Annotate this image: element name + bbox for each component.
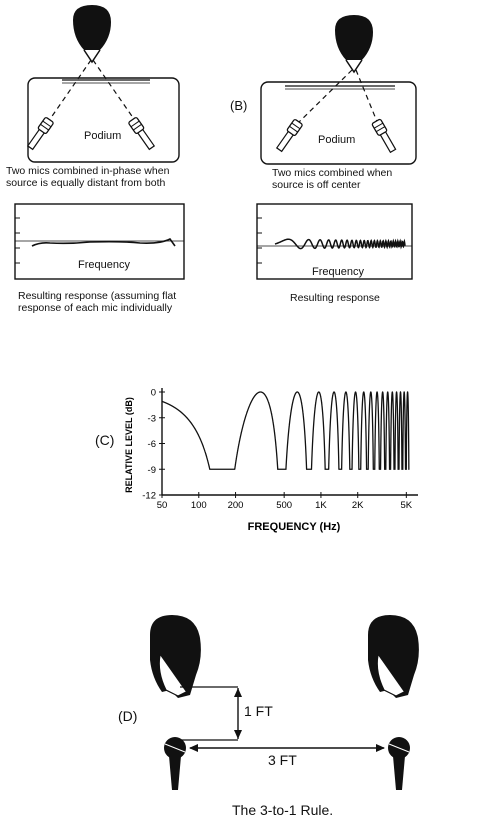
comb-filter-curve [162, 392, 409, 469]
x-tick-label: 100 [190, 500, 207, 511]
podium-box-b [261, 82, 416, 164]
left-microphone-icon [26, 117, 54, 151]
left-speaker-head-icon [150, 615, 201, 698]
sound-path-left-b [297, 70, 352, 124]
speaker-head-icon [335, 15, 373, 72]
right-microphone-icon [372, 119, 398, 153]
sound-path-right-b [356, 70, 378, 124]
y-tick-label: -6 [147, 439, 156, 450]
left-microphone-icon [164, 737, 186, 790]
sound-path-right [93, 60, 136, 122]
y-tick-label: -9 [147, 464, 156, 476]
speaker-head-icon [73, 5, 111, 62]
result-a-line1: Resulting response (assuming flat [18, 290, 177, 302]
podium-label-a: Podium [84, 130, 122, 142]
caption-a-line1: Two mics combined in-phase when [6, 165, 170, 177]
x-axis-label: FREQUENCY (Hz) [247, 521, 341, 533]
figure-caption: The 3-to-1 Rule. [232, 802, 334, 818]
caption-a-line2: source is equally distant from both [6, 177, 166, 189]
x-tick-label: 500 [276, 500, 293, 511]
comb-response-curve [275, 239, 405, 248]
right-speaker-head-icon [368, 615, 419, 698]
graph-label-a: Frequency [78, 259, 130, 271]
y-axis-label: RELATIVE LEVEL (dB) [124, 397, 134, 493]
y-tick-label: 0 [150, 387, 156, 399]
x-tick-label: 1K [315, 500, 327, 511]
right-microphone-icon [128, 117, 156, 151]
flat-response-curve [32, 239, 175, 246]
x-tick-label: 200 [227, 500, 244, 511]
podium-label-b: Podium [318, 134, 356, 146]
x-tick-label: 5K [400, 500, 413, 511]
horizontal-distance-label: 3 FT [268, 752, 297, 768]
caption-b-line2: source is off center [272, 179, 361, 191]
y-tick-label: -12 [142, 490, 156, 502]
result-b-line1: Resulting response [290, 292, 380, 304]
panel-b-marker: (B) [230, 98, 248, 113]
caption-b-line1: Two mics combined when [272, 167, 393, 179]
comb-filter-chart [120, 375, 440, 535]
panel-d-marker: (D) [118, 708, 138, 724]
vertical-distance-label: 1 FT [244, 703, 273, 719]
y-tick-label: -3 [147, 413, 156, 425]
sound-path-left [48, 60, 91, 122]
x-tick-label: 50 [156, 500, 168, 511]
panel-b-illustration [245, 0, 490, 320]
graph-label-b: Frequency [312, 266, 364, 278]
panel-c-marker: (C) [95, 432, 115, 448]
panel-a-illustration [0, 0, 248, 320]
left-microphone-icon [275, 119, 303, 153]
result-a-line2: response of each mic individually [18, 302, 173, 314]
right-microphone-icon [388, 737, 410, 790]
x-tick-label: 2K [351, 500, 364, 511]
